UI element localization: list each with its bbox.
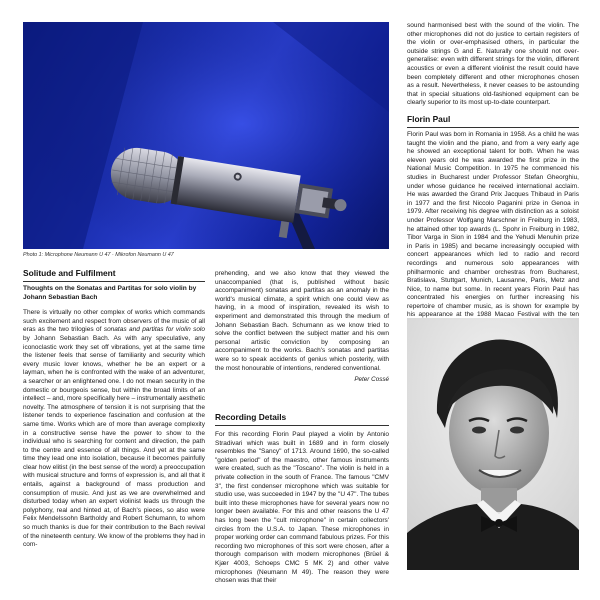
author-signature: Peter Cossé (354, 376, 389, 384)
section-title-florin-paul: Florin Paul (407, 114, 451, 124)
paragraph-text-b: by Johann Sebastian Bach. As with any speculative, any iconoclastic work they set off vibrations, yet at the same time the listener feels that sense of familiarity and security which every music lover knows, whether he be an expert or a layman, when he is confronted with the wake of an adventurer, a searcher or an enlightened one. I do not mean security in the domestic or bourgeois sense, but within the broad limits of an intellect – and, more specifically here – instrumentally aesthetic novelty. The atmosphere of tension it is not surprising that the listener tends to experience fascination and confusion at the same time. Works which are of more than average complexity in a constructive sense have the power to show to the individual who is searching for content and direction, the path to the centre and essence of all things. And yet at the same time they lead one into isolation, because it becomes painfully clear how elitist (in the best sense of the word) a preoccupation with musical structure and forms of expression is, and all that it entails, against a background of mass production and consumption of music. And just as we are overwhelmed and disturbed today when an expert violinist leads us through the polyphony, real and hinted at, of Bach's pieces, so also were Felix Mendelssohn Bartholdy and Robert Schumann, to whom so much thanks is due for their contribution to the Bach revival of the nineteenth century. We know of the problems they had in com- (23, 334, 205, 549)
photo-caption: Photo 1: Microphone Neumann U 47 · Mikrofon Neumann U 47 (23, 252, 174, 258)
portrait-photo (407, 318, 579, 570)
section-rule (23, 281, 205, 282)
section-title-solitude: Solitude and Fulfilment (23, 268, 116, 278)
article-paragraph-continued: prehending, and we also know that they viewed the unaccompanied (that is, published without basic accompaniment) sonatas and partitas as an anomaly in the world's musical climate, a spirit which one could view as having, in a mood of inspiration, revealed its wish to experiment and demonstrated this through the medium of Johann Sebastian Bach. Schumann as we know tried to solve the conflict between the subject matter and his own personal artistic conviction by composing an accompaniment to the works. Bach's sonatas and partitas were so to speak accidents of genius which posterity, with the most honourable of intentions, rendered conventional. (215, 270, 389, 372)
microphone-photo (23, 22, 389, 249)
recording-details-continued: sound harmonised best with the sound of the violin. The other microphones did not do justice to certain registers of the violin or over-emphasised others, in particular the outside strings G and E. Naturally one should not over-generalise: even with different strings for the violin, different acoustics or even a different violinist the result could have been completely different and other microphones chosen as a result. Nevertheless, it never ceases to be astounding that in special situations old-fashioned equipment can be clearly superior to its most up-to-date counterpart. (407, 22, 579, 107)
section-rule (215, 425, 389, 426)
section-rule (407, 127, 579, 128)
article-paragraph (23, 309, 205, 550)
biography-text: Florin Paul was born in Romania in 1958. As a child he was taught the violin and the piano, and from a very early age he showed an exceptional talent for both. When he was eleven years old he was awarded the first prize in the National Music Competition. In 1975 he commenced his studies in Bucharest under Professor Stefan Gheorghiu, under whose guidance he received international acclaim. He was awarded the Grand Prix Jacques Thibaud in Paris in 1977 and the first Niccolo Paganini prize in Genoa in 1979. After receiving his degree with distinction as a soloist under Professor Wolfgang Marschner in Freiburg in 1983, he attained other top awards (L. Spohr in Freiburg in 1982, Tibor Varga in Sion in 1984 and the Yehudi Menuhin prize in Paris in 1985) and became increasingly occupied with concert appearances which led to radio and record recordings and numerous solo appearances with philharmonic and chamber orchestras from Bucharest, Bratislava, Stuttgart, Munich, Lausanne, Paris, Metz and Nice, to name but some. In recent years Florin Paul has concentrated his energies on further increasing his repertoire of chamber music, as is shown for example by his appearance at the 1988 Macao Festival with the ten (407, 131, 579, 319)
portrait-illustration (407, 318, 579, 570)
left-column (23, 268, 205, 278)
paragraph-emphasis: sonatas and partitas for violin solo (103, 326, 205, 334)
microphone-illustration (23, 22, 389, 249)
article-subtitle: Thoughts on the Sonatas and Partitas for solo violin by Johann Sebastian Bach (23, 285, 197, 301)
recording-details-text: For this recording Florin Paul played a violin by Antonio Stradivari which was built in 1689 and in form closely resembles the "Sancy" of 1713. Around 1690, the so-called "golden period" of the maestro, other famous instruments were created, such as the "Toscano". The violin is held in a private collection in the south of France. The famous "CMV 3", the first condenser microphone which was suitable for studio use, was succeeded in 1947 by the "U 47". The tubes built into these microphones have for several years now no longer been available. For this and other reasons the U 47 has long been the "cult microphone" in certain collectors' circles from the U.S.A. to Japan. These microphones in proper working order can command fabulous prizes. For this recording two microphones of this sort were chosen, after a thorough comparison with modern microphones (Brüel & Kjær 4003, Schoeps CMC 5 MK 2) and other valve microphones (Neumann M 49). The reason they were chosen was that their (215, 431, 389, 585)
paragraph-text-a: There is virtually no other complex of works which commands such excitement and respect from observers of the music of all eras as the two trilogies of (23, 309, 205, 334)
section-title-recording: Recording Details (215, 412, 287, 422)
